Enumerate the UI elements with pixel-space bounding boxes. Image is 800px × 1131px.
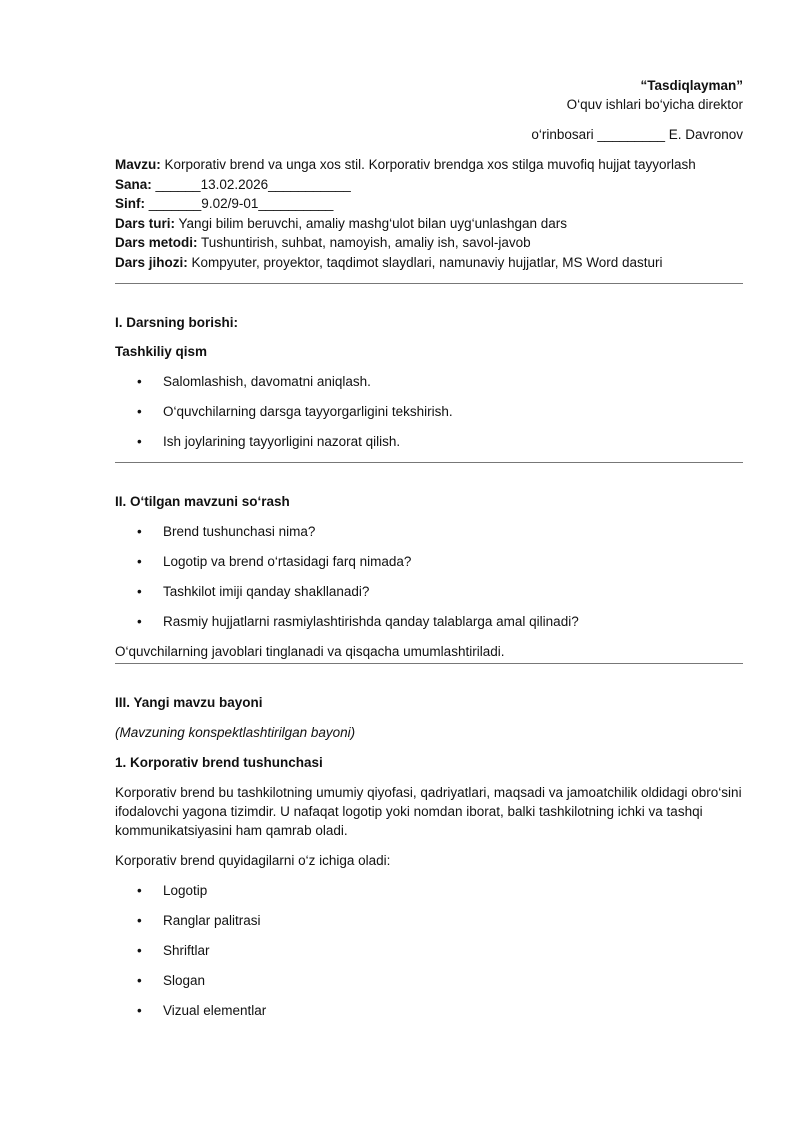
approval-title: “Tasdiqlayman” [640,78,743,93]
divider [115,283,743,284]
divider [115,462,743,463]
list-item: • Salomlashish, davomatni aniqlash. [115,372,743,391]
bullet-list [115,522,743,631]
list-item: • Slogan [115,971,743,990]
list-item: • Logotip [115,881,743,900]
section-title: III. Yangi mavzu bayoni [115,694,263,710]
section-note: O‘quvchilarning javoblari tinglanadi va qisqacha umumlashtiriladi. [115,643,505,659]
list-item: • Ish joylarining tayyorligini nazorat qilish. [115,432,743,451]
section-title: II. O‘tilgan mavzuni so‘rash [115,493,290,509]
meta-equipment: Dars jihozi: Kompyuter, proyektor, taqdimot slaydlari, namunaviy hujjatlar, MS Word dasturi [115,254,663,270]
section-title: I. Darsning borishi: [115,314,239,330]
document-body [115,155,743,1020]
divider [115,663,743,664]
topic-heading: 1. Korporativ brend tushunchasi [115,754,323,770]
list-item: • Brend tushunchasi nima? [115,522,743,541]
list-intro: Korporativ brend quyidagilarni o‘z ichiga oladi: [115,852,391,868]
meta-class: Sinf: _______9.02/9-01__________ [115,196,334,212]
section-subtitle: Tashkiliy qism [115,343,208,359]
meta-date: Sana: ______13.02.2026___________ [115,176,351,192]
approval-signature: o‘rinbosari _________ E. Davronov [531,127,743,142]
list-item: • Ranglar palitrasi [115,911,743,930]
bullet-list [115,372,743,451]
meta-topic: Mavzu: Korporativ brend va unga xos stil. Korporativ brendga xos stilga muvofiq hujjat tayyorlash [115,157,696,172]
meta-lesson-type: Dars turi: Yangi bilim beruvchi, amaliy mashg‘ulot bilan uyg‘unlashgan dars [115,215,567,231]
bullet-list [115,881,743,1020]
list-item: • O‘quvchilarning darsga tayyorgarligini tekshirish. [115,402,743,421]
approval-block [531,76,743,144]
list-item: • Rasmiy hujjatlarni rasmiylashtirishda qanday talablarga amal qilinadi? [115,612,743,631]
meta-lesson-method: Dars metodi: Tushuntirish, suhbat, namoyish, amaliy ish, savol-javob [115,235,531,251]
paragraph: Korporativ brend bu tashkilotning umumiy qiyofasi, qadriyatlari, maqsadi va jamoatchilik oldidagi obro‘sini ifodalovchi yagona tizimdir. U nafaqat logotip yoki nomdan iborat, balki tashkilotning ichki va tashqi kommunikatsiyasini ham qamrab oladi. [115,784,742,838]
section-subtitle: (Mavzuning konspektlashtirilgan bayoni) [115,724,356,740]
lesson-meta [115,155,743,273]
list-item: • Tashkilot imiji qanday shakllanadi? [115,582,743,601]
approval-position: O‘quv ishlari bo‘yicha direktor [566,97,743,112]
list-item: • Vizual elementlar [115,1001,743,1020]
list-item: • Logotip va brend o‘rtasidagi farq nimada? [115,552,743,571]
list-item: • Shriftlar [115,941,743,960]
